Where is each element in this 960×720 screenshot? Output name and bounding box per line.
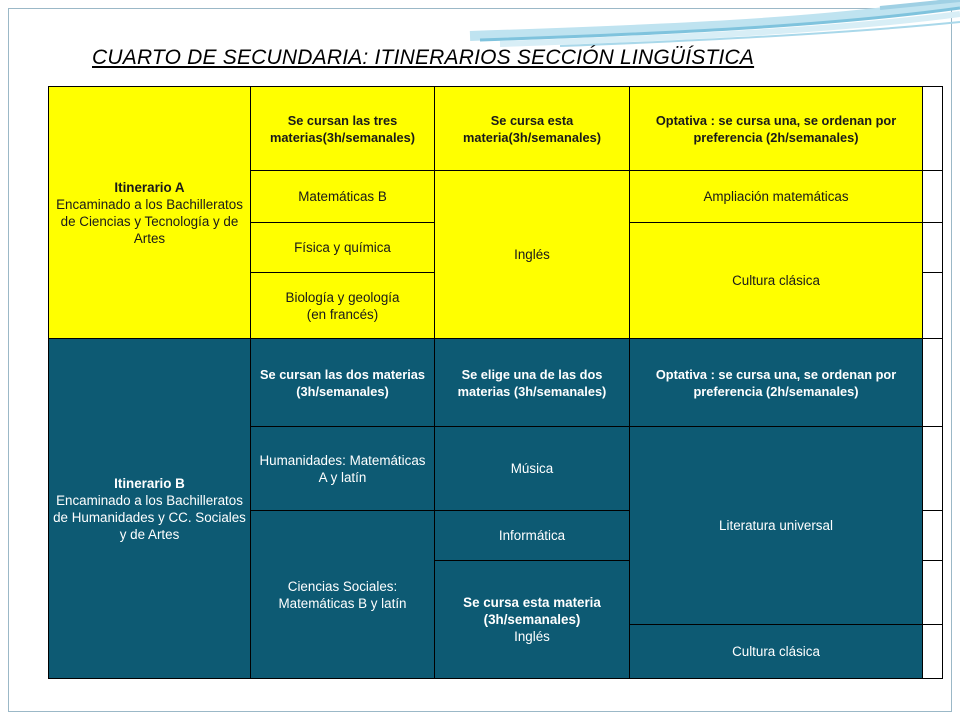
empty-cell (923, 273, 943, 339)
subject-ciencias-sociales: Ciencias Sociales: Matemáticas B y latín (251, 511, 435, 679)
table-row (49, 87, 943, 171)
subject-musica: Música (435, 427, 630, 511)
extra-subject-label: Inglés (514, 629, 550, 644)
itinerario-b-col1-header: Se cursan las dos materias (3h/semanales) (251, 339, 435, 427)
subject-matematicas-b: Matemáticas B (251, 171, 435, 223)
subject-biologia-geologia (251, 273, 435, 339)
itinerario-b-col2-header: Se elige una de las dos materias (3h/semanales) (435, 339, 630, 427)
itinerario-a-col2-header: Se cursa esta materia(3h/semanales) (435, 87, 630, 171)
itinerario-a-col1-header: Se cursan las tres materias(3h/semanales) (251, 87, 435, 171)
itinerario-a-title: Itinerario A (114, 179, 185, 195)
empty-cell (923, 171, 943, 223)
table-row (49, 339, 943, 427)
optativa-cultura-clasica: Cultura clásica (630, 223, 923, 339)
page-title: CUARTO DE SECUNDARIA: ITINERARIOS SECCIÓN LINGÜÍSTICA (92, 46, 755, 69)
itinerario-b-description: Encaminado a los Bachilleratos de Humanidades y CC. Sociales y de Artes (53, 492, 246, 542)
subject-ingles-b (435, 561, 630, 679)
optativa-literatura-universal: Literatura universal (630, 427, 923, 625)
itinerarios-table (48, 86, 943, 679)
itinerario-b-cell (49, 339, 251, 679)
optativa-cultura-clasica-b: Cultura clásica (630, 625, 923, 679)
itinerario-b-col3-header: Optativa : se cursa una, se ordenan por preferencia (2h/semanales) (630, 339, 923, 427)
itinerario-a-description: Encaminado a los Bachilleratos de Ciencias y Tecnología y de Artes (56, 196, 243, 246)
empty-cell (923, 561, 943, 625)
empty-cell (923, 511, 943, 561)
empty-cell (923, 223, 943, 273)
empty-cell (923, 87, 943, 171)
empty-cell (923, 625, 943, 679)
optativa-ampliacion-matematicas: Ampliación matemáticas (630, 171, 923, 223)
empty-cell (923, 339, 943, 427)
subject-biologia-note: (en francés) (306, 306, 379, 322)
itinerario-a-col3-header: Optativa : se cursa una, se ordenan por preferencia (2h/semanales) (630, 87, 923, 171)
subject-humanidades: Humanidades: Matemáticas A y latín (251, 427, 435, 511)
empty-cell (923, 427, 943, 511)
subject-biologia-label: Biología y geología (285, 289, 400, 305)
extra-subject-header: Se cursa esta materia (3h/semanales) (463, 595, 601, 627)
itinerario-a-cell (49, 87, 251, 339)
subject-fisica-quimica: Física y química (251, 223, 435, 273)
subject-informatica: Informática (435, 511, 630, 561)
itinerario-b-title: Itinerario B (114, 475, 185, 491)
subject-ingles: Inglés (435, 171, 630, 339)
